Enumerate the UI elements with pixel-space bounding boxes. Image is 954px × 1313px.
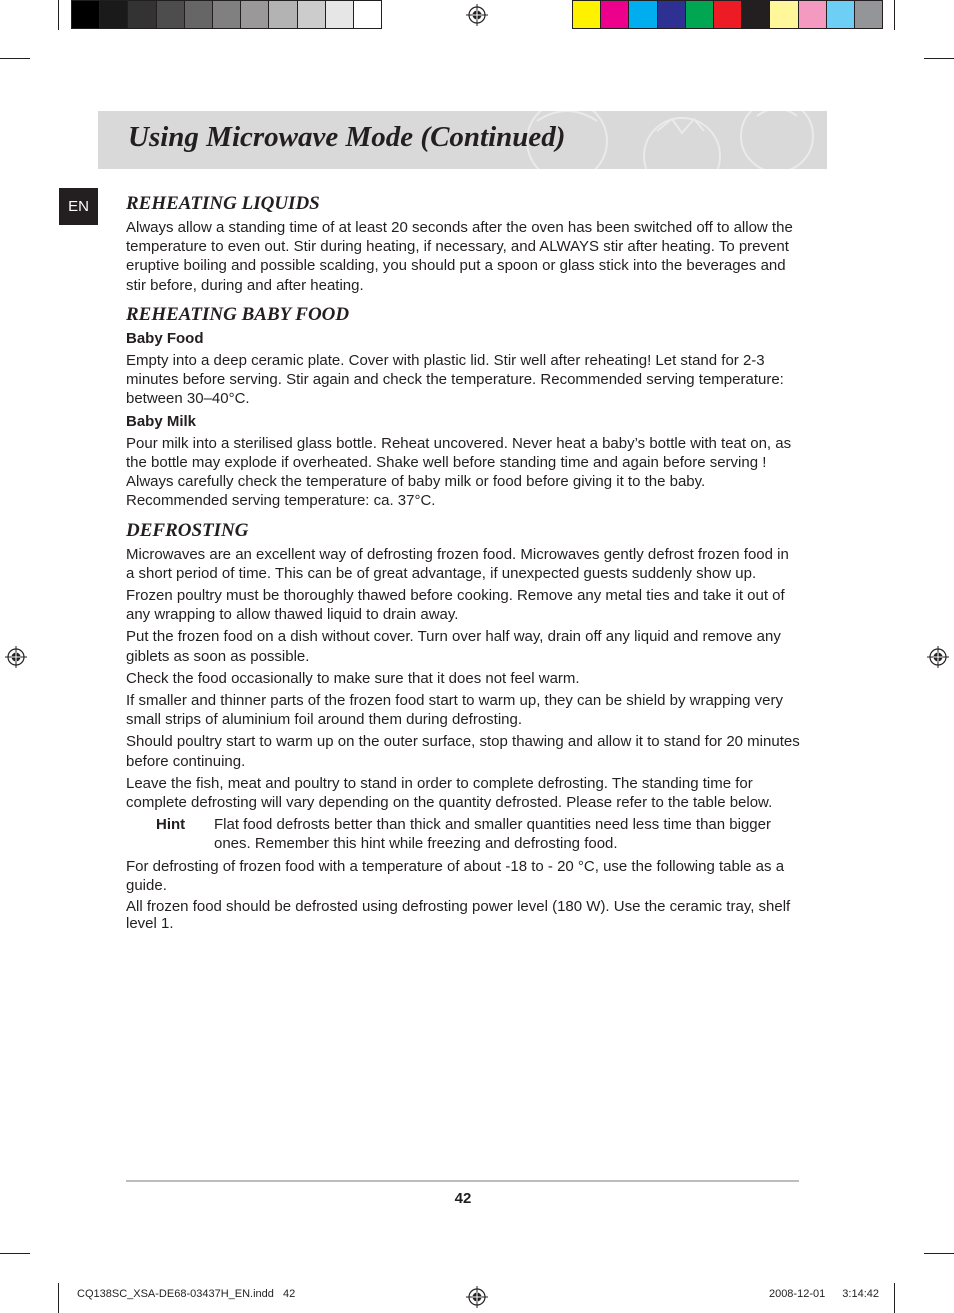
crop-mark — [0, 1253, 30, 1254]
gray-swatch — [298, 1, 326, 28]
color-swatch-bar — [572, 0, 883, 29]
paragraph: Check the food occasionally to make sure that it does not feel warm. — [126, 669, 580, 687]
color-swatch — [742, 1, 770, 28]
crop-mark — [58, 1283, 59, 1313]
section-reheating-baby-food — [126, 303, 801, 511]
registration-mark-icon — [466, 4, 488, 26]
paragraph: Put the frozen food on a dish without cover. Turn over half way, drain off any liquid and remove any giblets as soon as possible. — [126, 628, 781, 665]
section-heading: REHEATING BABY FOOD — [126, 303, 350, 325]
section-heading: REHEATING LIQUIDS — [126, 193, 320, 214]
hint-note — [126, 815, 801, 853]
hint-label: Hint — [156, 816, 186, 834]
color-swatch — [855, 1, 882, 28]
paragraph: Empty into a deep ceramic plate. Cover with plastic lid. Stir well after reheating! Let stand for 2-3 minutes before serving. Stir again and check the temperature. Recommended serving temperature: between 30–40°C. — [126, 352, 784, 408]
page-title: Using Microwave Mode (Continued) — [128, 121, 566, 153]
registration-mark-icon — [927, 646, 949, 668]
main-content — [126, 192, 801, 940]
gray-swatch — [100, 1, 128, 28]
color-swatch — [827, 1, 855, 28]
gray-swatch — [157, 1, 185, 28]
gray-swatch — [241, 1, 269, 28]
gray-swatch — [326, 1, 354, 28]
paragraph: For defrosting of frozen food with a temperature of about -18 to - 20 °C, use the following table as a guide. — [126, 857, 785, 894]
section-heading: DEFROSTING — [126, 519, 249, 541]
crop-mark — [894, 1283, 895, 1313]
crop-mark — [58, 0, 59, 30]
paragraph: Frozen poultry must be thoroughly thawed before cooking. Remove any metal ties and take it out of any wrapping to allow thawed liquid to drain away. — [126, 587, 785, 624]
color-swatch — [799, 1, 827, 28]
gray-swatch — [185, 1, 213, 28]
registration-mark-icon — [5, 646, 27, 668]
gray-swatch — [72, 1, 100, 28]
crop-mark — [924, 1253, 954, 1254]
crop-mark — [894, 0, 895, 30]
color-swatch — [629, 1, 657, 28]
footer-divider — [126, 1180, 799, 1182]
section-defrosting — [126, 519, 801, 932]
color-swatch — [601, 1, 629, 28]
crop-mark — [0, 58, 30, 59]
gray-swatch — [128, 1, 156, 28]
language-tab: EN — [59, 188, 98, 225]
title-band — [98, 111, 827, 169]
color-swatch — [686, 1, 714, 28]
paragraph: Pour milk into a sterilised glass bottle. Reheat uncovered. Never heat a baby’s bottle with teat on, as the bottle may explode if overheated. Shake well before standing time and again before serving ! Always carefully check the temperature of baby milk or food before giving it to the baby. Recommended serving temperature: ca. 37°C. — [126, 434, 792, 510]
subheading-baby-food: Baby Food — [126, 329, 204, 347]
color-swatch — [573, 1, 601, 28]
crop-mark — [924, 58, 954, 59]
gray-swatch — [269, 1, 297, 28]
subheading-baby-milk: Baby Milk — [126, 412, 197, 430]
paragraph: Should poultry start to warm up on the outer surface, stop thawing and allow it to stand for 20 minutes before continuing. — [126, 733, 800, 770]
paragraph: If smaller and thinner parts of the frozen food start to warm up, they can be shield by wrapping very small strips of aluminium foil around them during defrosting. — [126, 692, 784, 729]
gray-swatch — [354, 1, 381, 28]
slug-time: 3:14:42 — [842, 1288, 879, 1300]
paragraph: Always allow a standing time of at least 20 seconds after the oven has been switched off to allow the temperature to even out. Stir during heating, if necessary, and ALWAYS stir after heating. To prevent eruptive boiling and possible scalding, you should put a spoon or glass stick into the beverages and stir before, during and after heating. — [126, 219, 793, 294]
page-number: 42 — [454, 1190, 472, 1207]
color-swatch — [658, 1, 686, 28]
paragraph: Leave the fish, meat and poultry to stand in order to complete defrosting. The standing time for complete defrosting will vary depending on the quantity defrosted. Please refer to the table below. — [126, 774, 773, 812]
paragraph: Microwaves are an excellent way of defrosting frozen food. Microwaves gently defrost frozen food in a short period of time. This can be of great advantage, if unexpected guests suddenly show up. — [126, 545, 789, 582]
gray-swatch-bar — [71, 0, 382, 29]
color-swatch — [770, 1, 798, 28]
section-reheating-liquids — [126, 192, 801, 295]
hint-text: Flat food defrosts better than thick and smaller quantities need less time than bigger ones. Remember this hint while freezing and defrosting food. — [214, 816, 771, 853]
registration-mark-icon — [466, 1286, 488, 1308]
slug-date: 2008-12-01 — [768, 1288, 826, 1300]
color-swatch — [714, 1, 742, 28]
paragraph: All frozen food should be defrosted using defrosting power level (180 W). Use the ceramic tray, shelf level 1. — [126, 898, 791, 933]
gray-swatch — [213, 1, 241, 28]
slug-filename: CQ138SC_XSA-DE68-03437H_EN.indd 42 — [77, 1288, 296, 1300]
slug-timestamp — [769, 1288, 879, 1300]
